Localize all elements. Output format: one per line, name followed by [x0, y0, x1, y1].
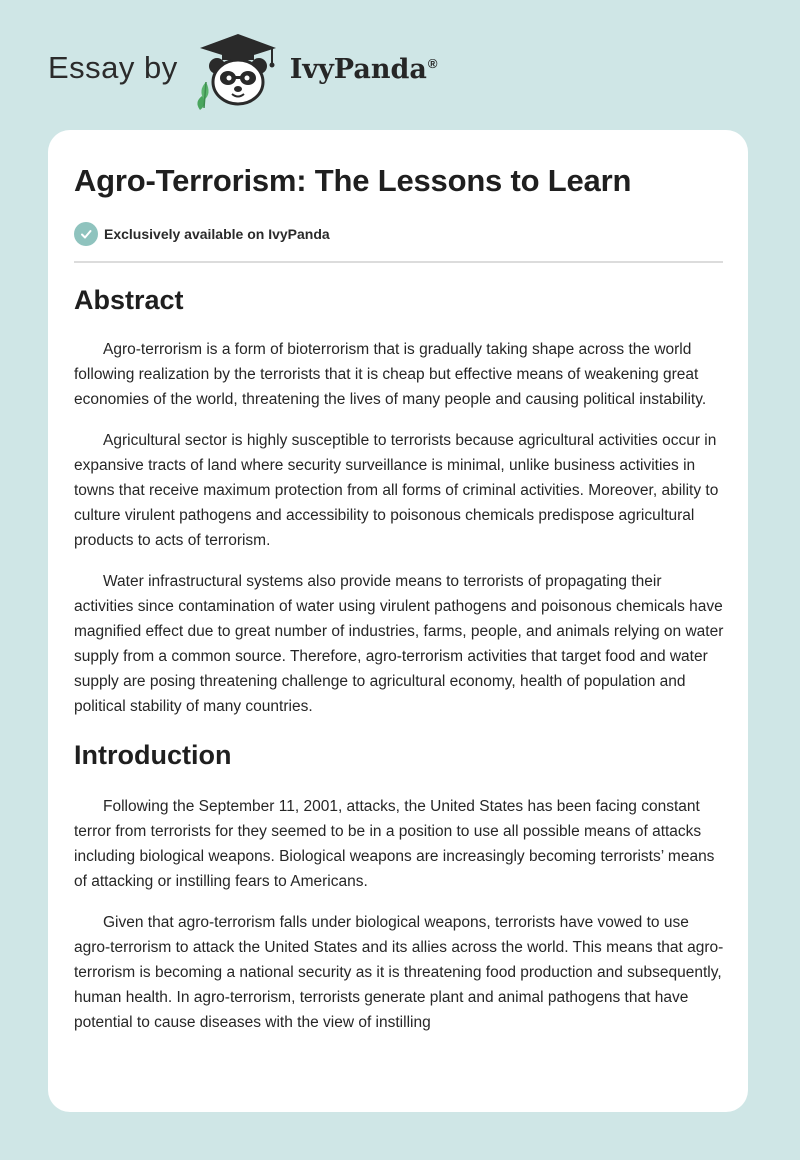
brand-text: IvyPanda: [289, 53, 427, 85]
essay-by-label: Essay by: [48, 50, 178, 85]
title-divider: [74, 261, 723, 263]
check-circle-icon: [74, 222, 98, 246]
section-heading-abstract: Abstract: [74, 285, 184, 315]
abstract-paragraph-1: Agro-terrorism is a form of bioterrorism that is gradually taking shape across the world following realization by the terrorists that it is cheap but effective means of weakening great economies of the world, threatening the lives of many people and causing political instability.: [74, 341, 707, 408]
essay-body: [74, 285, 724, 1035]
abstract-paragraph-3: Water infrastructural systems also provide means to terrorists of propagating their activities since contamination of water using virulent pathogens and poisonous chemicals have magnified effect due to great number of industries, farms, people, and animals relying on water supply from a common source. Therefore, agro-terrorism activities that target food and water supply are posing threatening challenge to agricultural economy, health of population and political stability of many countries.: [74, 573, 724, 715]
registered-mark: ®: [427, 55, 438, 71]
ivypanda-logo-icon[interactable]: [192, 30, 284, 110]
exclusive-badge: [74, 222, 330, 246]
introduction-paragraph-2: Given that agro-terrorism falls under biological weapons, terrorists have vowed to use agro-terrorism to attack the United States and its allies across the world. This means that agro-terrorism is becoming a national security as it is threatening food production and subsequently, human health. In agro-terrorism, terrorists generate plant and animal pathogens that have potential to cause diseases with the view of instilling: [74, 914, 724, 1031]
essay-title: Agro-Terrorism: The Lessons to Learn: [74, 163, 632, 198]
brand-name[interactable]: [290, 54, 438, 85]
site-header: [48, 30, 437, 110]
exclusive-badge-label: Exclusively available on IvyPanda: [104, 226, 330, 242]
introduction-paragraph-1: Following the September 11, 2001, attacks, the United States has been facing constant terror from terrorists for they seemed to be in a position to use all possible means of attacks including biological weapons. Biological weapons are increasingly becoming terrorists’ means of attacking or instilling fears to Americans.: [74, 798, 715, 890]
essay-card: [48, 130, 748, 1112]
abstract-paragraph-2: Agricultural sector is highly susceptible to terrorists because agricultural activities occur in expansive tracts of land where security surveillance is minimal, unlike business activities in towns that receive maximum protection from all forms of criminal activities. Moreover, ability to culture virulent pathogens and accessibility to poisonous chemicals predispose agricultural products to acts of terrorism.: [74, 432, 719, 549]
section-heading-introduction: Introduction: [74, 740, 232, 770]
